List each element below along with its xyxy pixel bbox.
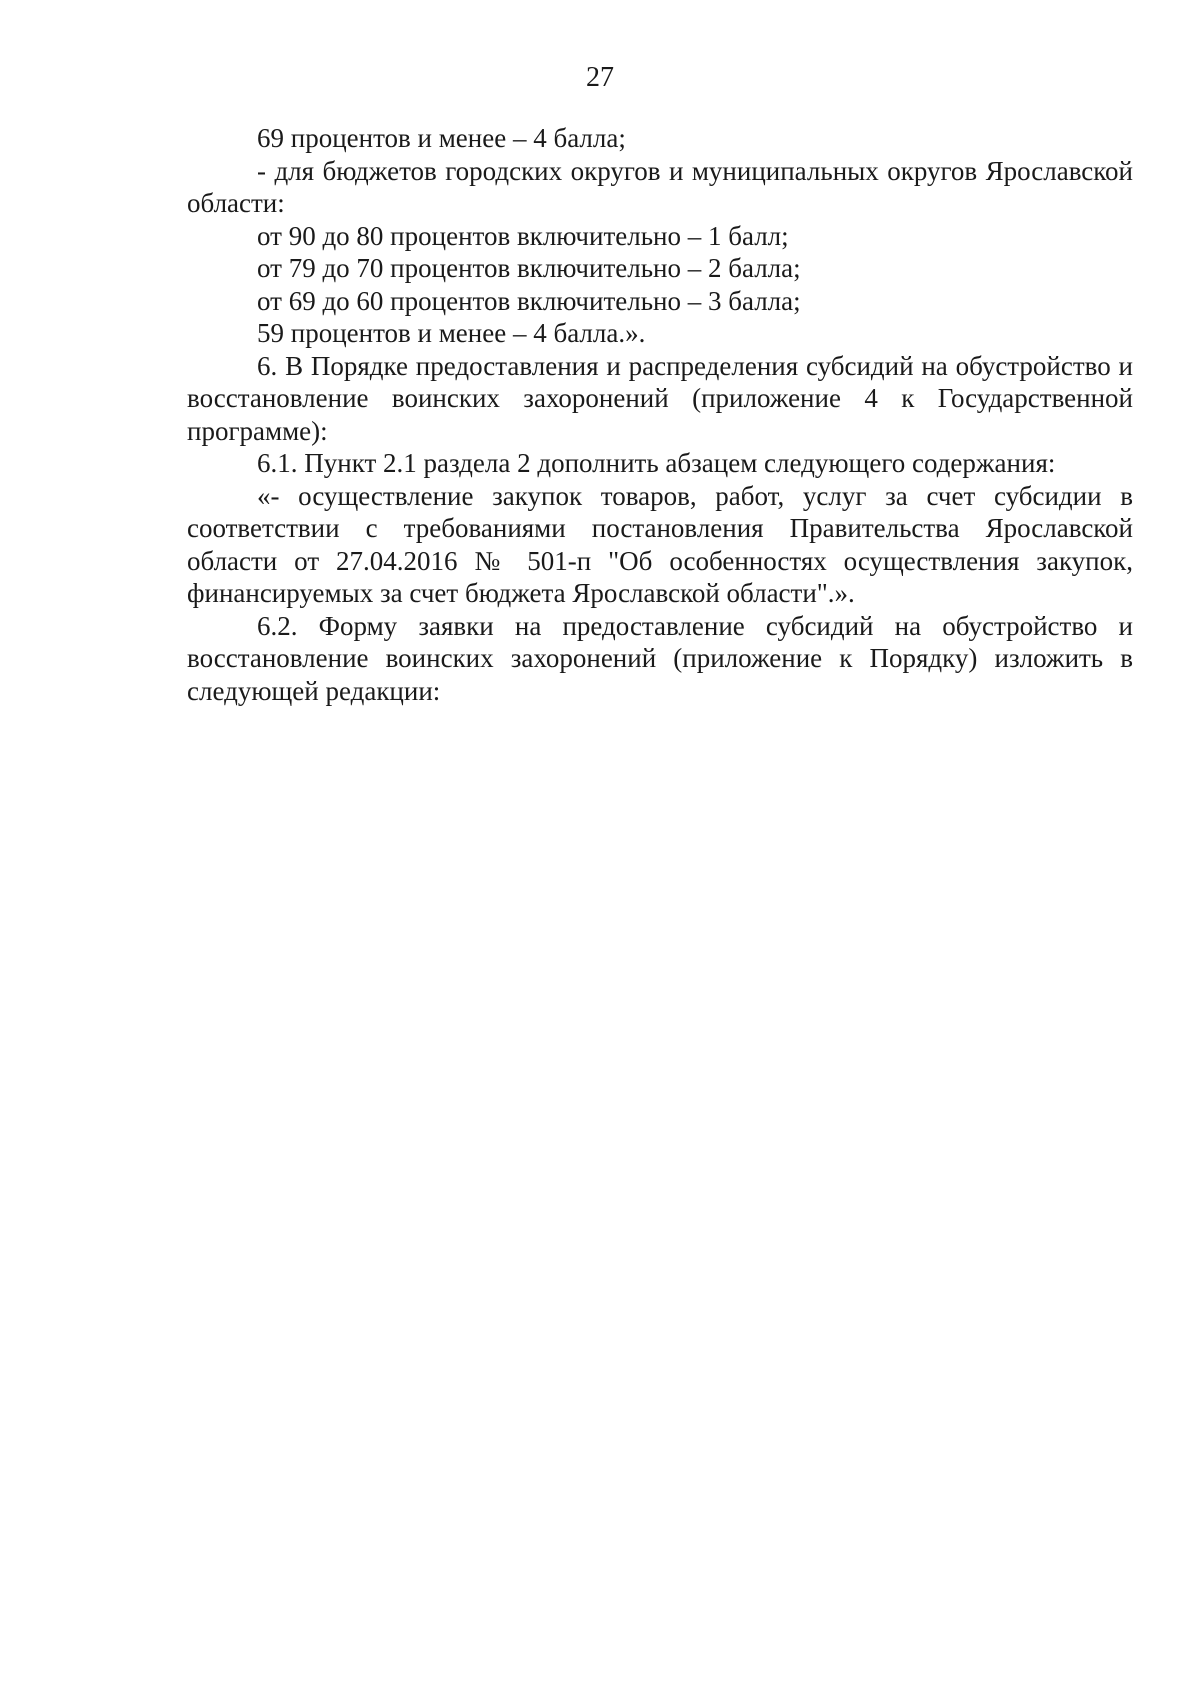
paragraph: - для бюджетов городских округов и муниципальных округов Ярославской области:	[187, 155, 1133, 218]
paragraph: от 69 до 60 процентов включительно – 3 балла;	[257, 285, 801, 316]
paragraph: от 79 до 70 процентов включительно – 2 балла;	[257, 253, 801, 283]
document-body	[187, 122, 1133, 707]
paragraph: 6.1. Пункт 2.1 раздела 2 дополнить абзацем следующего содержания:	[257, 448, 1056, 478]
page-number: 27	[586, 62, 614, 93]
paragraph: 59 процентов и менее – 4 балла.».	[257, 318, 646, 348]
paragraph: от 90 до 80 процентов включительно – 1 балл;	[257, 220, 789, 251]
paragraph: 6. В Порядке предоставления и распределения субсидий на обустройство и восстановление воинских захоронений (приложение 4 к Государственной программе):	[187, 350, 1133, 446]
paragraph: «- осуществление закупок товаров, работ, услуг за счет субсидии в соответствии с требованиями постановления Правительства Ярославской области от 27.04.2016 № 501-п "Об особенностях осуществления закупок, финансируемых за счет бюджета Ярославской области".».	[187, 480, 1133, 608]
paragraph: 6.2. Форму заявки на предоставление субсидий на обустройство и восстановление воинских захоронений (приложение к Порядку) изложить в следующей редакции:	[187, 610, 1133, 706]
paragraph: 69 процентов и менее – 4 балла;	[257, 123, 626, 153]
